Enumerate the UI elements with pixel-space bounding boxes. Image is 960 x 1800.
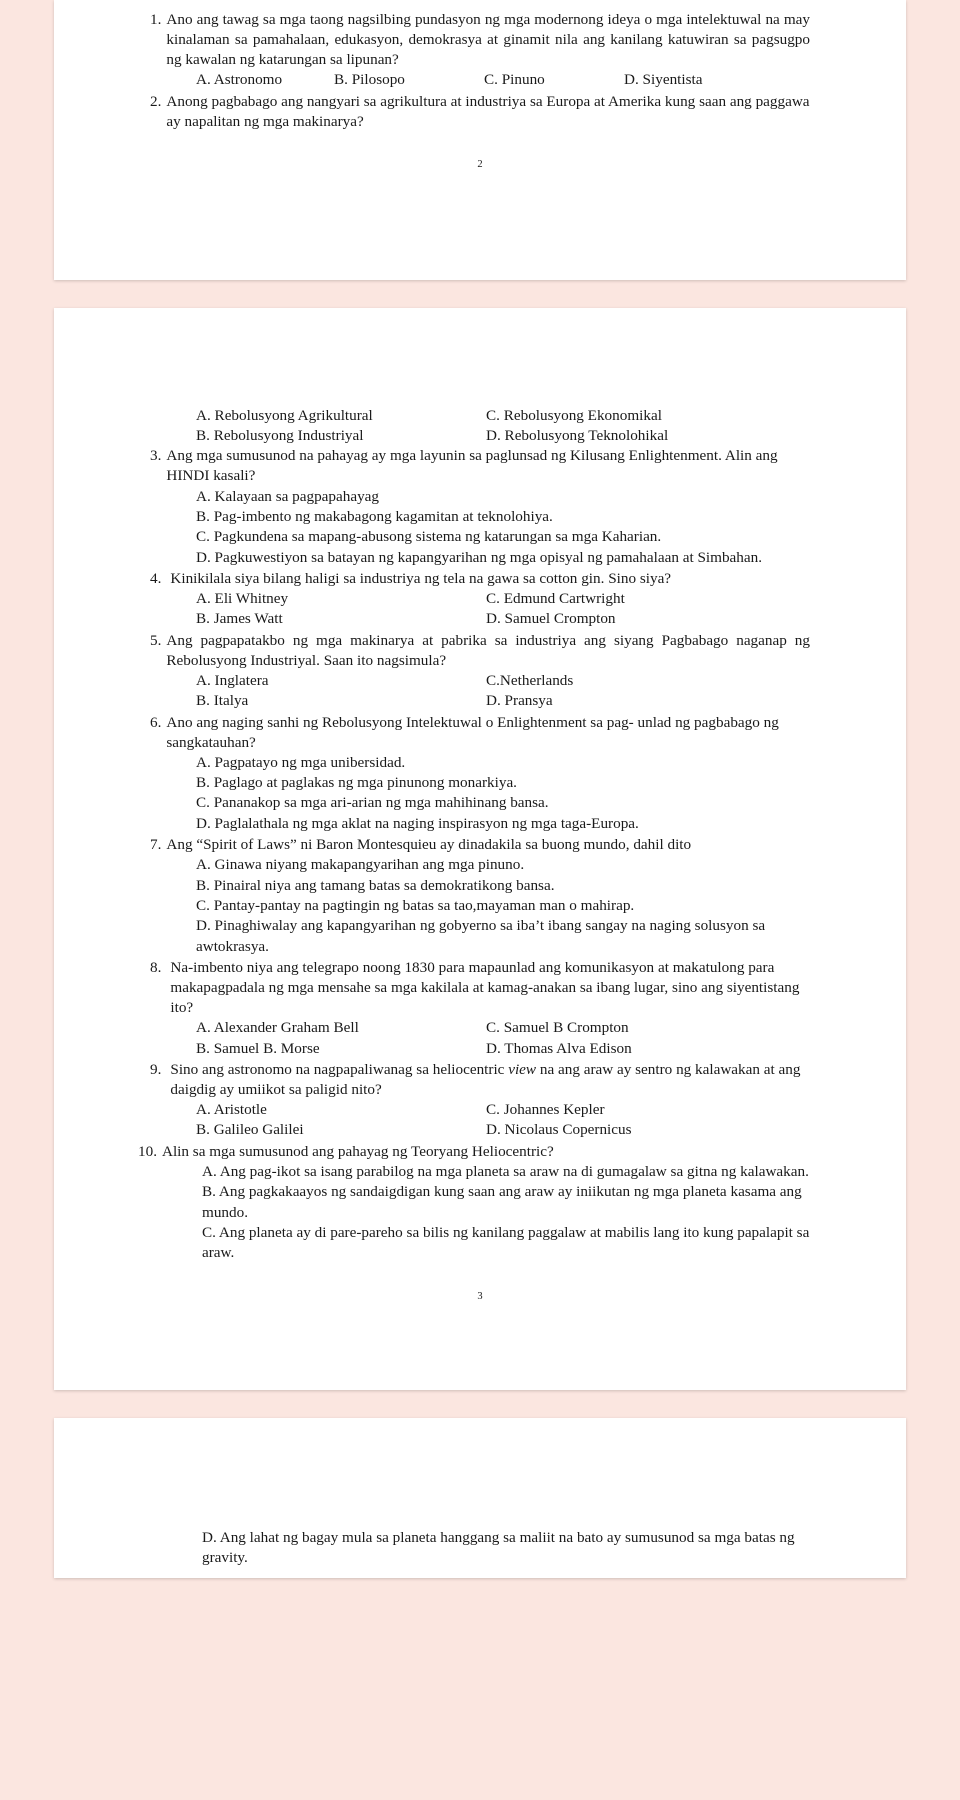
question-text: Ano ang tawag sa mga taong nagsilbing pundasyon ng mga modernong ideya o mga intelektuwal na may kinalaman sa pamahalaan, edukasyon, demokrasya at ginamit nila ang kanilang katuwiran sa pagsugpo ng kawalan ng katarungan sa lipunan? <box>166 11 810 69</box>
question-2-choices-row-1 <box>150 406 810 426</box>
question-number: 4. <box>150 569 162 587</box>
choice-c[interactable]: C. Samuel B Crompton <box>486 1019 629 1037</box>
question-text: Na-imbento niya ang telegrapo noong 1830 para mapaunlad ang komunikasyon at makatulong para makapagpadala ng mga mensahe sa mga kakilala at kamag-anakan sa ibang lugar, sino ang siyentistang ito? <box>170 959 800 1017</box>
question-text: Ano ang naging sanhi ng Rebolusyong Intelektuwal o Enlightenment sa pag- unlad ng pagbabago ng sangkatauhan? <box>166 713 779 751</box>
page-number: 3 <box>477 1290 483 1302</box>
question-number: 1. <box>150 11 162 28</box>
choice-a[interactable]: A. Inglatera <box>196 671 269 689</box>
question-text <box>161 1060 810 1100</box>
choice-b[interactable]: B. Italya <box>196 692 249 710</box>
choice-c[interactable]: C. Ang planeta ay di pare-pareho sa bilis ng kanilang paggalaw at mabilis lang ito kung papalapit sa araw. <box>202 1223 810 1262</box>
choice-b[interactable]: B. Paglago at paglakas ng mga pinunong monarkiya. <box>196 774 517 792</box>
document-page-2 <box>54 0 906 280</box>
question-number: 8. <box>150 959 162 976</box>
choice-d[interactable]: D. Rebolusyong Teknolohikal <box>486 427 669 445</box>
choice-b[interactable]: B. Galileo Galilei <box>196 1121 304 1139</box>
question-number: 10. <box>138 1142 157 1160</box>
question-7 <box>150 835 810 957</box>
question-text: Ang pagpapatakbo ng mga makinarya at pabrika sa industriya ang siyang Pagbabago naganap ng Rebolusyong Industriyal. Saan ito nagsimula? <box>166 631 810 669</box>
question-6 <box>150 713 810 835</box>
question-4-choices-row-2 <box>150 609 810 629</box>
question-5-choices-row-2 <box>150 691 810 711</box>
question-2 <box>150 92 810 132</box>
choice-d[interactable]: D. Pinaghiwalay ang kapangyarihan ng gobyerno sa iba’t ibang sangay na naging solusyon sa awtokrasya. <box>196 917 766 955</box>
choice-c[interactable]: C. Rebolusyong Ekonomikal <box>486 406 662 424</box>
choice-a[interactable]: A. Alexander Graham Bell <box>196 1019 359 1037</box>
question-9 <box>150 1060 810 1141</box>
document-page-4 <box>54 1418 906 1579</box>
question-4-choices-row-1 <box>150 589 810 609</box>
choice-c[interactable]: C. Johannes Kepler <box>486 1101 605 1119</box>
question-number: 6. <box>150 713 162 731</box>
question-number: 5. <box>150 631 162 649</box>
question-8-choices-row-2 <box>150 1039 810 1059</box>
page-separator <box>0 1390 960 1418</box>
choice-a[interactable]: A. Aristotle <box>196 1101 267 1119</box>
question-10 <box>138 1142 810 1264</box>
page-number: 2 <box>477 158 483 170</box>
choice-b[interactable]: B. Samuel B. Morse <box>196 1039 320 1057</box>
choice-c[interactable]: C. Pinuno <box>484 71 545 89</box>
question-text-pre: Sino ang astronomo na nagpapaliwanag sa heliocentric <box>170 1060 509 1078</box>
choice-c[interactable]: C.Netherlands <box>486 671 574 689</box>
choice-b[interactable]: B. Rebolusyong Industriyal <box>196 427 364 445</box>
choice-a[interactable]: A. Pagpatayo ng mga unibersidad. <box>196 753 406 771</box>
choice-b[interactable]: B. Pinairal niya ang tamang batas sa demokratikong bansa. <box>196 876 555 894</box>
question-2-choices-row-2 <box>150 426 810 446</box>
question-text: Anong pagbabago ang nangyari sa agrikultura at industriya sa Europa at Amerika kung saan ang paggawa ay napalitan ng mga makinarya? <box>166 92 810 130</box>
choice-c[interactable]: C. Edmund Cartwright <box>486 590 625 608</box>
choice-b[interactable]: B. Pag-imbento ng makabagong kagamitan at teknolohiya. <box>196 507 553 525</box>
choice-a[interactable]: A. Eli Whitney <box>196 590 289 608</box>
choice-a[interactable]: A. Ginawa niyang makapangyarihan ang mga pinuno. <box>196 856 525 874</box>
question-number: 9. <box>150 1060 162 1078</box>
choice-d[interactable]: D. Thomas Alva Edison <box>486 1039 632 1057</box>
question-9-choices-row-1 <box>150 1100 810 1120</box>
choice-a[interactable]: A. Kalayaan sa pagpapahayag <box>196 487 380 505</box>
question-number: 2. <box>150 92 162 110</box>
question-1 <box>150 10 810 91</box>
choice-a[interactable]: A. Rebolusyong Agrikultural <box>196 406 373 424</box>
question-text: Kinikilala siya bilang haligi sa industriya ng tela na gawa sa cotton gin. Sino siya? <box>170 569 672 587</box>
question-5-choices-row-1 <box>150 671 810 691</box>
question-8-choices-row-1 <box>150 1018 810 1038</box>
question-text-post: na ang araw ay sentro ng kalawakan at ang daigdig ay umiikot sa paligid nito? <box>170 1060 801 1098</box>
choice-a[interactable]: A. Astronomo <box>196 71 283 89</box>
question-text: Ang “Spirit of Laws” ni Baron Montesquieu ay dinadakila sa buong mundo, dahil dito <box>166 836 692 854</box>
choice-c[interactable]: C. Pantay-pantay na pagtingin ng batas sa tao,mayaman man o mahirap. <box>196 896 635 914</box>
question-3 <box>150 446 810 568</box>
page-separator <box>0 280 960 308</box>
choice-d[interactable]: D. Ang lahat ng bagay mula sa planeta hanggang sa maliit na bato ay sumusunod sa mga batas ng gravity. <box>202 1528 795 1566</box>
choice-d[interactable]: D. Pagkuwestiyon sa batayan ng kapangyarihan ng mga opisyal ng pamahalaan at Simbahan. <box>196 548 763 566</box>
question-1-choices <box>150 70 810 90</box>
choice-d[interactable]: D. Nicolaus Copernicus <box>486 1121 632 1139</box>
question-number: 7. <box>150 836 162 854</box>
choice-d[interactable]: D. Paglalathala ng mga aklat na naging inspirasyon ng mga taga-Europa. <box>196 814 639 832</box>
choice-b[interactable]: B. James Watt <box>196 610 283 628</box>
choice-b[interactable]: B. Ang pagkakaayos ng sandaigdigan kung saan ang araw ay iniikutan ng mga planeta kasama ang mundo. <box>202 1183 802 1221</box>
question-text-italic: view <box>508 1060 537 1078</box>
question-9-choices-row-2 <box>150 1120 810 1140</box>
question-4 <box>150 569 810 630</box>
choice-d[interactable]: D. Pransya <box>486 692 553 710</box>
choice-b[interactable]: B. Pilosopo <box>334 71 405 89</box>
question-8 <box>150 958 810 1059</box>
document-page-3 <box>54 308 906 1390</box>
question-5 <box>150 631 810 712</box>
choice-d[interactable]: D. Samuel Crompton <box>486 610 616 628</box>
choice-a[interactable]: A. Ang pag-ikot sa isang parabilog na mga planeta sa araw na di gumagalaw sa gitna ng kalawakan. <box>202 1162 809 1180</box>
choice-c[interactable]: C. Pananakop sa mga ari-arian ng mga mahihinang bansa. <box>196 794 549 812</box>
question-text: Ang mga sumusunod na pahayag ay mga layunin sa paglunsad ng Kilusang Enlightenment. Alin ang HINDI kasali? <box>166 447 778 485</box>
choice-d[interactable]: D. Siyentista <box>624 71 703 89</box>
question-text: Alin sa mga sumusunod ang pahayag ng Teoryang Heliocentric? <box>161 1142 554 1160</box>
choice-c[interactable]: C. Pagkundena sa mapang-abusong sistema ng katarungan sa mga Kaharian. <box>196 528 662 546</box>
question-number: 3. <box>150 447 162 465</box>
